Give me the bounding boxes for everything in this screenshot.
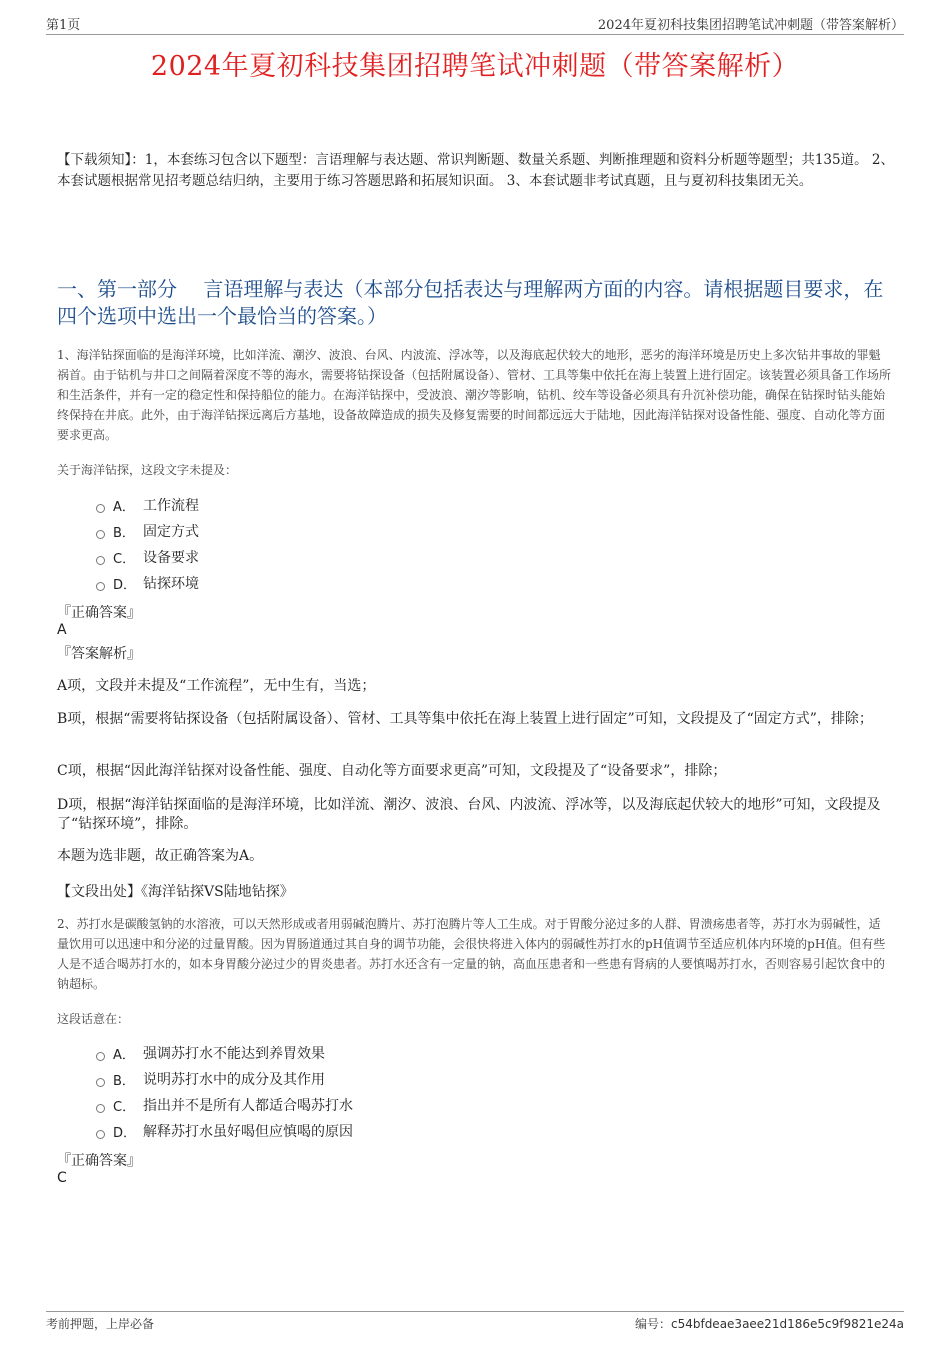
option-text: 钻探环境 (143, 576, 199, 592)
option-d[interactable] (96, 1118, 496, 1144)
header-doc-title: 2024年夏初科技集团招聘笔试冲刺题（带答案解析） (597, 18, 904, 33)
question-2-prompt: 这段话意在： (57, 1012, 130, 1026)
correct-answer: A (57, 622, 67, 638)
question-1-prompt: 关于海洋钻探，这段文字未提及： (57, 463, 238, 477)
option-letter: C． (113, 551, 136, 567)
radio-icon[interactable] (96, 504, 105, 513)
option-letter: D． (113, 1125, 137, 1141)
analysis-b: B项，根据“需要将钻探设备（包括附属设备）、管材、工具等集中依托在海上装置上进行固定”可知，文段提及了“固定方式”，排除； (57, 711, 873, 727)
option-text: 设备要求 (143, 550, 199, 566)
option-letter: A． (113, 499, 135, 515)
question-2-options (96, 1040, 496, 1144)
option-letter: C． (113, 1099, 136, 1115)
correct-answer-label: 『正确答案』 (57, 1153, 141, 1169)
footer-code-label: 编号： (634, 1317, 671, 1331)
option-c[interactable] (96, 1092, 496, 1118)
question-1-options (96, 492, 496, 596)
radio-icon[interactable] (96, 530, 105, 539)
option-text: 固定方式 (143, 524, 199, 540)
page-footer (46, 1311, 904, 1332)
footer-code: c54bfdeae3aee21d186e5c9f9821e24a (670, 1317, 904, 1331)
radio-icon[interactable] (96, 582, 105, 591)
option-text: 强调苏打水不能达到养胃效果 (143, 1046, 325, 1062)
option-text: 工作流程 (143, 498, 199, 514)
correct-answer: C (57, 1170, 67, 1186)
analysis-c: C项，根据“因此海洋钻探对设备性能、强度、自动化等方面要求更高”可知，文段提及了“设备要求”，排除； (57, 763, 727, 779)
document-title: 2024年夏初科技集团招聘笔试冲刺题（带答案解析） (150, 51, 800, 82)
option-a[interactable] (96, 1040, 496, 1066)
download-notice: 【下载须知】：1，本套练习包含以下题型：言语理解与表达题、常识判断题、数量关系题、判断推理题和资料分析题等题型；共135道。 2、本套试题根据常见招考题总结归纳，主要用于练习答题思路和拓展知识面。 3、本套试题非考试真题，且与夏初科技集团无关。 (57, 152, 894, 189)
footer-code-wrap (635, 1315, 904, 1332)
text-source: 【文段出处】《海洋钻探VS陆地钻探》 (57, 884, 294, 900)
radio-icon[interactable] (96, 556, 105, 565)
analysis-d: D项，根据“海洋钻探面临的是海洋环境，比如洋流、潮汐、波浪、台风、内波流、浮冰等，以及海底起伏较大的地形”可知，文段提及了“钻探环境”，排除。 (57, 797, 881, 832)
option-letter: D． (113, 577, 137, 593)
analysis-label: 『答案解析』 (57, 646, 141, 662)
radio-icon[interactable] (96, 1078, 105, 1087)
option-d[interactable] (96, 570, 496, 596)
option-b[interactable] (96, 1066, 496, 1092)
option-letter: B． (113, 525, 135, 541)
analysis-conclusion: 本题为选非题，故正确答案为A。 (57, 848, 264, 864)
option-c[interactable] (96, 544, 496, 570)
page-number: 第1页 (46, 18, 81, 33)
radio-icon[interactable] (96, 1052, 105, 1061)
option-letter: A． (113, 1047, 135, 1063)
analysis-a: A项，文段并未提及“工作流程”，无中生有，当选； (57, 678, 376, 694)
option-a[interactable] (96, 492, 496, 518)
footer-slogan: 考前押题，上岸必备 (46, 1317, 155, 1331)
option-letter: B． (113, 1073, 135, 1089)
option-b[interactable] (96, 518, 496, 544)
page-header (46, 14, 904, 35)
section-title: 一、第一部分 言语理解与表达（本部分包括表达与理解两方面的内容。请根据题目要求，在四个选项中选出一个最恰当的答案。） (57, 277, 884, 328)
radio-icon[interactable] (96, 1130, 105, 1139)
option-text: 解释苏打水虽好喝但应慎喝的原因 (143, 1124, 353, 1140)
option-text: 指出并不是所有人都适合喝苏打水 (143, 1098, 353, 1114)
option-text: 说明苏打水中的成分及其作用 (143, 1072, 325, 1088)
question-2-text: 2、苏打水是碳酸氢钠的水溶液，可以天然形成或者用弱碱泡腾片、苏打泡腾片等人工生成。对于胃酸分泌过多的人群、胃溃疡患者等，苏打水为弱碱性，适量饮用可以迅速中和分泌的过量胃酸。因为胃肠道通过其自身的调节功能，会很快将进入体内的弱碱性苏打水的pH值调节至适应机体内环境的pH值。但有些人是不适合喝苏打水的，如本身胃酸分泌过少的胃炎患者。苏打水还含有一定量的钠，高血压患者和一些患有肾病的人要慎喝苏打水，否则容易引起饮食中的钠超标。 (57, 917, 886, 991)
question-1-text: 1、海洋钻探面临的是海洋环境，比如洋流、潮汐、波浪、台风、内波流、浮冰等，以及海底起伏较大的地形，恶劣的海洋环境是历史上多次钻井事故的罪魁祸首。由于钻机与井口之间隔着深度不等的海水，需要将钻探设备（包括附属设备）、管材、工具等集中依托在海上装置上进行固定。该装置必须具备工作场所和生活条件，并有一定的稳定性和保持船位的能力。在海洋钻探中，受波浪、潮汐等影响，钻机、绞车等设备必须具有升沉补偿功能，确保在钻探时钻头能始终保持在井底。此外，由于海洋钻探远离后方基地，设备故障造成的损失及修复需要的时间都远远大于陆地，因此海洋钻探对设备性能、强度、自动化等方面要求更高。 (57, 348, 892, 442)
radio-icon[interactable] (96, 1104, 105, 1113)
correct-answer-label: 『正确答案』 (57, 605, 141, 621)
